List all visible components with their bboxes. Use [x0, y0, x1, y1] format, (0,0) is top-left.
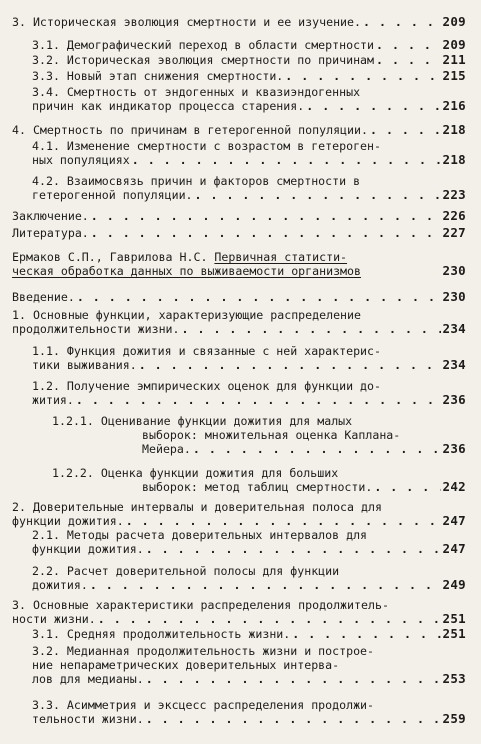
toc-entry — [52, 466, 466, 494]
toc-page-number: 218 — [442, 123, 466, 137]
toc-entry-text: 3.1. Демографический переход в области смертности — [32, 38, 375, 52]
toc-entry-text: дожития. — [32, 578, 88, 592]
toc-page-number: 216 — [442, 99, 466, 113]
toc-page-number: 230 — [442, 290, 466, 304]
leader-dots — [376, 53, 440, 67]
toc-entry-text: 2. Доверительные интервалы и доверительная полоса для — [12, 500, 382, 514]
leader-dots — [126, 514, 441, 528]
toc-page-number: 236 — [442, 393, 466, 407]
leader-dots — [98, 612, 441, 626]
toc-entry-text: гетерогенной популяции. — [32, 188, 193, 202]
toc-entry-text: 2.1. Методы расчета доверительных интервалов для — [32, 528, 368, 542]
toc-entry-text: Введение. — [12, 290, 75, 304]
toc-entry — [32, 174, 466, 202]
toc-entry-text: Литература. — [12, 226, 89, 240]
toc-entry-text: 4. Смертность по причинам в гетерогенной популяции. — [12, 123, 368, 137]
leader-dots — [292, 627, 440, 641]
leader-dots — [76, 393, 441, 407]
leader-dots — [374, 480, 440, 494]
leader-dots — [285, 69, 440, 83]
toc-entry — [32, 139, 466, 167]
toc-page-number: 223 — [442, 188, 466, 202]
toc-entry-text: причин как индикатор процесса старения. — [32, 99, 305, 113]
toc-entry-text: ности жизни. — [12, 612, 96, 626]
toc-entry — [32, 53, 466, 67]
toc-entry — [32, 564, 466, 592]
toc-page-number: 209 — [442, 15, 466, 29]
leader-dots — [146, 712, 441, 726]
toc-entry — [32, 627, 466, 641]
toc-entry-text: 1.1. Функция дожития и связанные с ней характерис- — [32, 344, 382, 358]
toc-page-number: 247 — [442, 542, 466, 556]
toc-entry-text: Заключение. — [12, 209, 89, 223]
toc-entry-text: 1.2.1. Оценивание функции дожития для малых — [52, 414, 353, 428]
toc-page-number: 211 — [442, 53, 466, 67]
toc-entry — [12, 290, 466, 304]
leader-dots — [146, 672, 441, 686]
toc-entry-text: 1.2. Получение эмпирических оценок для функции до- — [32, 379, 382, 393]
toc-page-number: 251 — [442, 612, 466, 626]
toc-entry-text: 2.2. Расчет доверительной полосы для функции — [32, 564, 340, 578]
leader-dots — [195, 188, 441, 202]
leader-dots — [146, 542, 441, 556]
toc-entry — [12, 209, 466, 223]
toc-entry — [32, 528, 466, 556]
leader-dots — [376, 38, 440, 52]
toc-entry — [32, 344, 466, 372]
toc-entry-text: 3.4. Смертность от эндогенных и квазиэндогенных — [32, 85, 361, 99]
leader-dots — [370, 123, 441, 137]
toc-entry-text: 3.3. Новый этап снижения смертности. — [32, 69, 284, 83]
toc-entry-text: 3.1. Средняя продолжительность жизни. — [32, 627, 291, 641]
leader-dots — [132, 153, 441, 167]
toc-entry-text: 3.2. Историческая эволюция смертности по причинам — [32, 53, 375, 67]
toc-entry — [12, 598, 466, 626]
toc-page-number: 226 — [442, 209, 466, 223]
toc-entry-text: тики выживания. — [32, 358, 137, 372]
leader-dots — [182, 322, 441, 336]
toc-page-number: 242 — [442, 480, 466, 494]
toc-entry-text: 1. Основные функции, характеризующие распределение — [12, 308, 362, 322]
toc-page-number: 230 — [442, 264, 466, 278]
toc-entry-text: выборок: метод таблиц смертности. — [142, 480, 373, 494]
toc-page-number: 259 — [442, 712, 466, 726]
toc-entry-text: Ермаков С.П., Гаврилова Н.С. Первичная статисти- — [12, 250, 348, 264]
leader-dots — [77, 290, 441, 304]
toc-entry-text: ных популяциях — [32, 153, 130, 167]
toc-page-number: 215 — [442, 69, 466, 83]
toc-entry — [32, 644, 466, 686]
toc-entry-text: Мейера. — [142, 442, 191, 456]
toc-entry-text: 4.2. Взаимосвязь причин и факторов смертности в — [32, 174, 361, 188]
toc-page-number: 227 — [442, 226, 466, 240]
toc-page-number: 209 — [442, 38, 466, 52]
toc-entry — [32, 69, 466, 83]
toc-page-number: 236 — [442, 442, 466, 456]
toc-entry-text: тельности жизни. — [32, 712, 144, 726]
toc-entry-text: 3. Историческая эволюция смертности и ее изучение. — [12, 15, 362, 29]
toc-entry-text: 3. Основные характеристики распределения продолжитель- — [12, 598, 389, 612]
leader-dots — [90, 578, 441, 592]
toc-entry — [32, 38, 466, 52]
toc-entry-text: ние непараметрических доверительных интерва- — [32, 658, 340, 672]
toc-entry — [12, 123, 466, 137]
leader-dots — [139, 358, 441, 372]
toc-article-entry — [12, 250, 466, 278]
toc-page-number: 218 — [442, 153, 466, 167]
toc-entry-text: 3.2. Медианная продолжительность жизни и построе- — [32, 644, 375, 658]
toc-entry-text: жития. — [32, 393, 74, 407]
toc-entry — [32, 85, 466, 113]
toc-entry — [12, 308, 466, 336]
toc-entry-text: выборок: множительная оценка Каплана- — [142, 428, 401, 442]
toc-entry-text: 3.3. Асимметрия и эксцесс распределения продолжи- — [32, 698, 375, 712]
toc-entry — [12, 15, 466, 29]
toc-page-number: 234 — [442, 358, 466, 372]
leader-dots — [91, 209, 441, 223]
toc-entry-text: функции дожития. — [12, 514, 124, 528]
toc-page-number: 253 — [442, 672, 466, 686]
toc-entry-text: 1.2.2. Оценка функции дожития для больших — [52, 466, 339, 480]
toc-entry-text: функции дожития. — [32, 542, 144, 556]
toc-entry-text: ческая обработка данных по выживаемости организмов — [12, 264, 362, 278]
toc-entry-text: 4.1. Изменение смертности с возрастом в гетероген- — [32, 139, 382, 153]
toc-entry — [52, 414, 466, 456]
toc-page-number: 247 — [442, 514, 466, 528]
toc-page-number: 249 — [442, 578, 466, 592]
toc-entry — [32, 698, 466, 726]
leader-dots — [91, 226, 441, 240]
leader-dots — [363, 15, 441, 29]
toc-entry — [12, 226, 466, 240]
toc-entry — [12, 500, 466, 528]
toc-entry-text: лов для медианы. — [32, 672, 144, 686]
toc-entry — [32, 379, 466, 407]
toc-entry-text: продолжительности жизни. — [12, 322, 180, 336]
toc-page-number: 234 — [442, 322, 466, 336]
leader-dots — [193, 442, 441, 456]
leader-dots — [306, 99, 440, 113]
toc-page-number: 251 — [442, 627, 466, 641]
